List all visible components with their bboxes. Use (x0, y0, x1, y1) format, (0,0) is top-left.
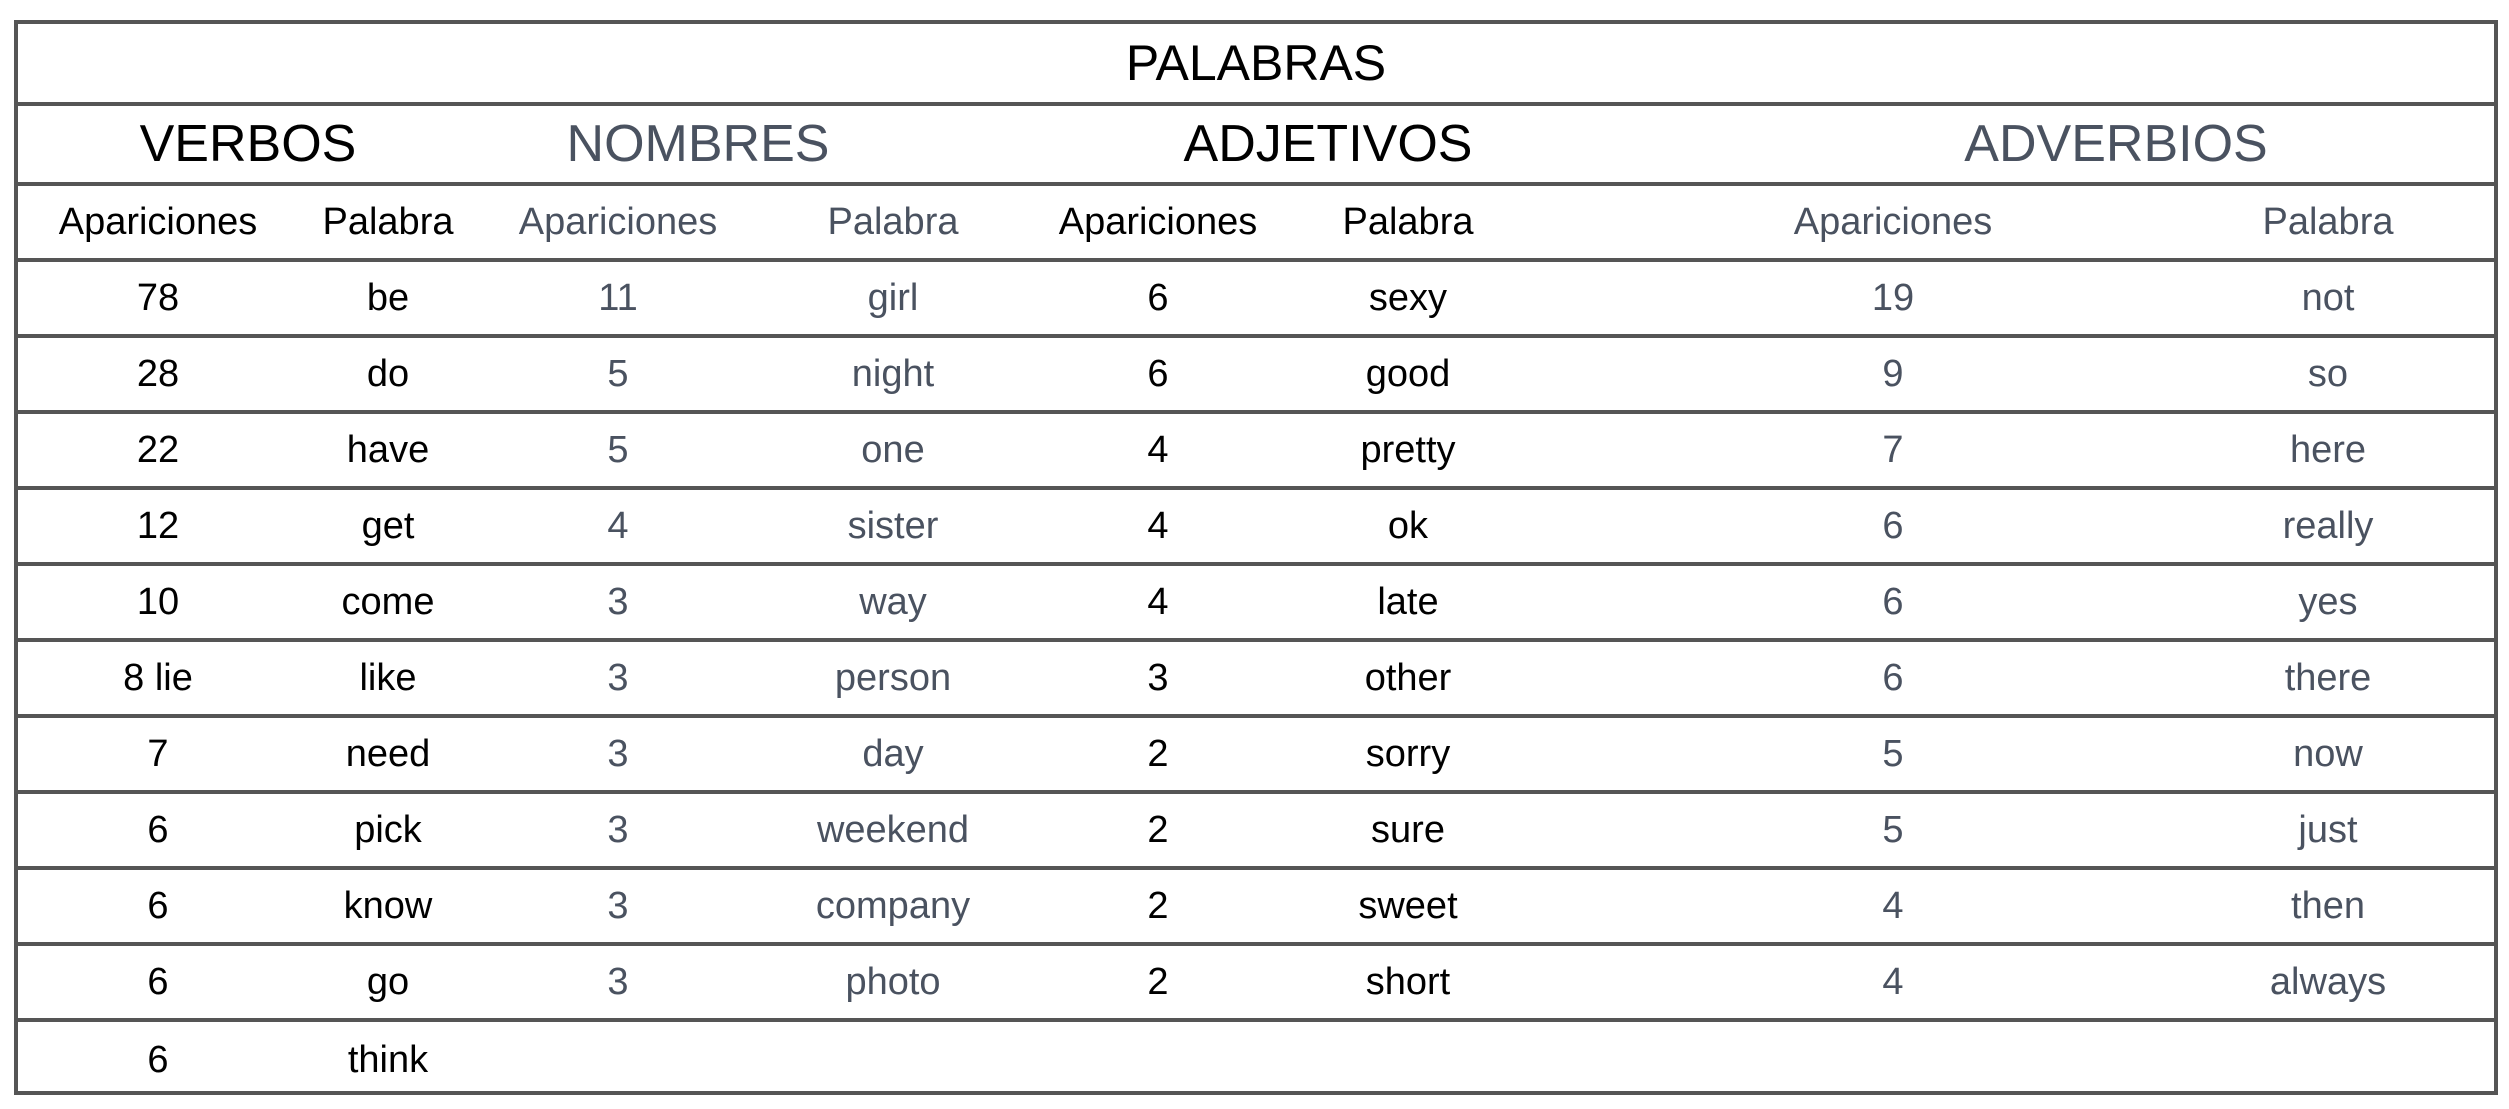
adjetivos-apariciones-cell: 3 (1147, 656, 1169, 699)
table-row (18, 642, 2494, 718)
adjetivos-apariciones-cell: 2 (1147, 732, 1169, 775)
adverbios-palabra-cell: here (2289, 428, 2367, 471)
section-nombres: NOMBRES (566, 115, 830, 173)
table-row (18, 870, 2494, 946)
adjetivos-palabra-cell: ok (1387, 504, 1429, 547)
verbos-palabra-cell: like (359, 656, 417, 699)
adjetivos-palabra-cell: sweet (1358, 884, 1458, 927)
nombres-palabra-cell: one (861, 428, 925, 471)
verbos-apariciones-cell: 6 (147, 1038, 169, 1081)
adjetivos-palabra-cell: short (1365, 960, 1451, 1003)
verbos-apariciones-cell: 12 (136, 504, 180, 547)
adjetivos-apariciones-cell: 2 (1147, 960, 1169, 1003)
table-row (18, 490, 2494, 566)
adverbios-palabra-cell: so (2307, 352, 2349, 395)
verbos-palabra-cell: know (343, 884, 433, 927)
adjetivos-palabra-cell: other (1364, 656, 1452, 699)
verbos-palabra-cell: get (361, 504, 415, 547)
adjetivos-apariciones-cell: 6 (1147, 352, 1169, 395)
adverbios-apariciones-cell: 19 (1871, 276, 1915, 319)
nombres-apariciones-cell: 4 (607, 504, 629, 547)
adjetivos-apariciones-cell: 4 (1147, 580, 1169, 623)
table-row (18, 262, 2494, 338)
nombres-palabra-cell: way (859, 580, 927, 623)
verbos-apariciones-cell: 22 (136, 428, 180, 471)
adjetivos-palabra-cell: sorry (1365, 732, 1451, 775)
nombres-apariciones-cell: 3 (607, 808, 629, 851)
adverbios-apariciones-cell: 7 (1882, 428, 1904, 471)
adverbios-apariciones-cell: 6 (1882, 580, 1904, 623)
nombres-palabra-cell: photo (845, 960, 941, 1003)
adjetivos-palabra-cell: pretty (1360, 428, 1456, 471)
nombres-palabra-cell: girl (867, 276, 919, 319)
adjetivos-palabra-cell: late (1377, 580, 1439, 623)
adjetivos-palabra-cell: sexy (1368, 276, 1448, 319)
adverbios-palabra-cell: always (2269, 960, 2387, 1003)
nombres-apariciones-cell: 3 (607, 884, 629, 927)
adverbios-apariciones-cell: 6 (1882, 656, 1904, 699)
verbos-palabra-cell: have (346, 428, 430, 471)
adjetivos-apariciones-cell (1028, 1022, 1288, 1098)
column-header-row (18, 186, 2494, 262)
verbos-palabra-cell: come (341, 580, 435, 623)
nombres-palabra-cell: night (851, 352, 935, 395)
verbos-apariciones-cell: 7 (147, 732, 169, 775)
verbos-apariciones-cell: 28 (136, 352, 180, 395)
adverbios-palabra-cell: not (2301, 276, 2355, 319)
adjetivos-palabra-cell: good (1365, 352, 1451, 395)
verbos-palabra-cell: pick (354, 808, 422, 851)
adverbios-palabra-cell (2168, 1022, 2488, 1098)
section-verbos: VERBOS (139, 115, 357, 173)
table-row (18, 718, 2494, 794)
nombres-apariciones-cell: 3 (607, 580, 629, 623)
adverbios-apariciones-cell: 9 (1882, 352, 1904, 395)
nombres-palabra-cell: person (834, 656, 952, 699)
adverbios-apariciones-cell: 4 (1882, 884, 1904, 927)
adjetivos-apariciones-cell: 4 (1147, 504, 1169, 547)
nombres-apariciones-cell: 3 (607, 656, 629, 699)
table-row (18, 338, 2494, 414)
table-row (18, 566, 2494, 642)
adverbios-apariciones-cell: 5 (1882, 732, 1904, 775)
adjetivos-apariciones-cell: 2 (1147, 884, 1169, 927)
verbos-apariciones-cell: 6 (147, 808, 169, 851)
nombres-palabra-cell: company (815, 884, 971, 927)
col-nombres-apariciones: Apariciones (518, 200, 718, 243)
nombres-palabra-cell: weekend (816, 808, 970, 851)
verbos-apariciones-cell: 6 (147, 884, 169, 927)
col-nombres-palabra: Palabra (827, 200, 959, 243)
adverbios-palabra-cell: yes (2298, 580, 2358, 623)
section-adverbios: ADVERBIOS (1964, 115, 2268, 173)
adjetivos-apariciones-cell: 2 (1147, 808, 1169, 851)
nombres-palabra-cell: sister (847, 504, 939, 547)
verbos-apariciones-cell: 6 (147, 960, 169, 1003)
adverbios-palabra-cell: now (2293, 732, 2363, 775)
palabras-table (14, 20, 2498, 1095)
nombres-apariciones-cell: 5 (607, 352, 629, 395)
adverbios-palabra-cell: just (2298, 808, 2358, 851)
verbos-apariciones-cell: 8 lie (123, 656, 193, 699)
nombres-apariciones-cell: 5 (607, 428, 629, 471)
table-row (18, 414, 2494, 490)
nombres-apariciones-cell: 3 (607, 960, 629, 1003)
nombres-apariciones-cell: 3 (607, 732, 629, 775)
col-adjetivos-palabra: Palabra (1342, 200, 1474, 243)
table-title: PALABRAS (1125, 35, 1387, 91)
nombres-palabra-cell (758, 1022, 1028, 1098)
adverbios-apariciones-cell: 5 (1882, 808, 1904, 851)
adverbios-apariciones-cell: 4 (1882, 960, 1904, 1003)
table-row (18, 1022, 2494, 1098)
nombres-apariciones-cell (478, 1022, 758, 1098)
table-row (18, 946, 2494, 1022)
col-adverbios-apariciones: Apariciones (1793, 200, 1993, 243)
adjetivos-palabra-cell: sure (1371, 808, 1445, 851)
verbos-apariciones-cell: 78 (136, 276, 180, 319)
table-row (18, 794, 2494, 870)
section-header-row (18, 106, 2494, 186)
col-adverbios-palabra: Palabra (2262, 200, 2394, 243)
adjetivos-apariciones-cell: 4 (1147, 428, 1169, 471)
verbos-apariciones-cell: 10 (136, 580, 180, 623)
adjetivos-apariciones-cell: 6 (1147, 276, 1169, 319)
section-adjetivos: ADJETIVOS (1183, 115, 1473, 173)
adverbios-palabra-cell: really (2282, 504, 2374, 547)
verbos-palabra-cell: do (366, 352, 410, 395)
verbos-palabra-cell: be (366, 276, 410, 319)
adverbios-apariciones-cell: 6 (1882, 504, 1904, 547)
nombres-palabra-cell: day (862, 732, 924, 775)
adverbios-palabra-cell: then (2291, 884, 2365, 927)
adverbios-palabra-cell: there (2284, 656, 2372, 699)
col-verbos-palabra: Palabra (322, 200, 454, 243)
adverbios-apariciones-cell (1618, 1022, 2168, 1098)
verbos-palabra-cell: need (345, 732, 431, 775)
verbos-palabra-cell: go (366, 960, 410, 1003)
nombres-apariciones-cell: 11 (598, 276, 638, 319)
title-row (18, 24, 2494, 106)
col-verbos-apariciones: Apariciones (58, 200, 258, 243)
col-adjetivos-apariciones: Apariciones (1058, 200, 1258, 243)
verbos-palabra-cell: think (347, 1038, 429, 1081)
adjetivos-palabra-cell (1288, 1022, 1528, 1098)
